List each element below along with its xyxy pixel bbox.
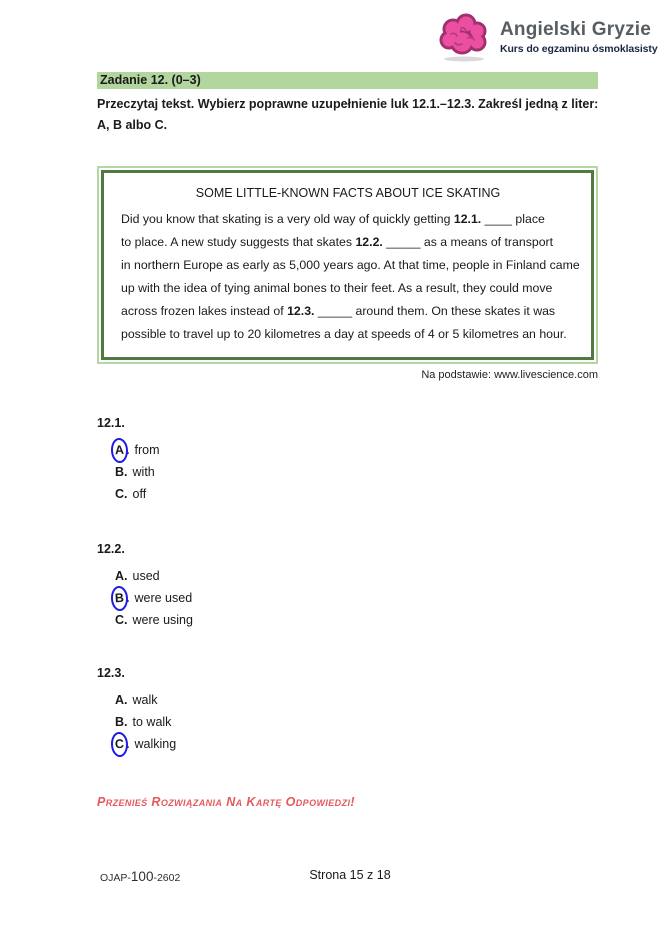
option-letter: C xyxy=(115,487,125,501)
option-row: A . from xyxy=(115,439,159,461)
brand-title: Angielski Gryzie xyxy=(500,19,652,40)
source-note: Na podstawie: www.livescience.com xyxy=(421,369,598,381)
option-row: C . walking xyxy=(115,733,176,755)
reading-line: possible to travel up to 20 kilometres a day at speeds of 4 or 5 kilometres an hour. xyxy=(121,327,567,341)
option-row: B . were used xyxy=(115,587,193,609)
footer-page-number: Strona 15 z 18 xyxy=(309,868,391,882)
gap-number-12-2: 12.2. xyxy=(355,235,383,249)
transfer-note: Przenieś Rozwiązania Na Kartę Odpowiedzi! xyxy=(97,795,355,809)
reading-line: across frozen lakes instead of 12.3. _____ around them. On these skates it was xyxy=(121,304,556,318)
reading-line: to place. A new study suggests that skates 12.2. _____ as a means of transport xyxy=(121,235,554,249)
task-instructions xyxy=(97,94,637,136)
reading-line: up with the idea of tying animal bones to their feet. As a result, they could move xyxy=(121,281,553,295)
gap-number-12-1: 12.1. xyxy=(453,212,482,226)
brain-icon xyxy=(437,12,491,62)
option-text: walk xyxy=(132,693,158,707)
option-text: used xyxy=(132,569,160,583)
question-12-2 xyxy=(97,542,193,631)
task-header-bar: Zadanie 12. (0–3) xyxy=(97,72,598,89)
option-letter: C xyxy=(114,736,125,751)
option-letter: B xyxy=(114,590,125,605)
question-number: 12.1. xyxy=(97,416,125,430)
brand-subtitle: Kurs do egzaminu ósmoklasisty xyxy=(500,43,658,55)
gap-number-12-3: 12.3. xyxy=(287,304,315,318)
option-text: with xyxy=(132,465,155,479)
option-letter: A xyxy=(114,442,125,457)
option-letter: B xyxy=(115,715,125,729)
answer-circle xyxy=(110,585,128,611)
option-letter: C xyxy=(115,613,125,627)
option-letter: A xyxy=(115,693,125,707)
reading-box xyxy=(97,166,598,364)
brand-logo xyxy=(437,12,658,62)
task-instructions-line2: A, B albo C. xyxy=(97,118,168,132)
answer-circle xyxy=(110,437,128,463)
option-text: off xyxy=(132,487,147,501)
question-number: 12.2. xyxy=(97,542,125,556)
option-text: to walk xyxy=(132,715,172,729)
answer-circle xyxy=(110,731,128,757)
options-list xyxy=(115,439,159,505)
reading-title: SOME LITTLE-KNOWN FACTS ABOUT ICE SKATING xyxy=(195,186,501,200)
options-list xyxy=(115,565,193,631)
option-row: A. walk xyxy=(115,693,158,707)
footer-code: OJAP-100-2602 xyxy=(100,869,181,884)
reading-box-inner xyxy=(101,170,594,360)
reading-line: Did you know that skating is a very old way of quickly getting 12.1. ____ place xyxy=(121,212,545,226)
options-list xyxy=(115,689,176,755)
option-text: from xyxy=(134,443,160,457)
option-letter: A xyxy=(115,569,125,583)
option-row: C. were using xyxy=(115,613,193,627)
option-letter: B xyxy=(115,465,125,479)
option-text: were using xyxy=(132,613,193,627)
option-row: A. used xyxy=(115,569,160,583)
question-number: 12.3. xyxy=(97,666,125,680)
option-row: C. off xyxy=(115,487,147,501)
option-text: were used xyxy=(134,591,193,605)
reading-line: in northern Europe as early as 5,000 years ago. At that time, people in Finland came xyxy=(121,258,580,272)
task-instructions-line1: Przeczytaj tekst. Wybierz poprawne uzupełnienie luk 12.1.–12.3. Zakreśl jedną z liter: xyxy=(97,97,599,111)
option-row: B. with xyxy=(115,465,155,479)
question-12-1 xyxy=(97,416,159,505)
question-12-3 xyxy=(97,666,176,755)
option-row: B. to walk xyxy=(115,715,172,729)
option-text: walking xyxy=(134,737,177,751)
